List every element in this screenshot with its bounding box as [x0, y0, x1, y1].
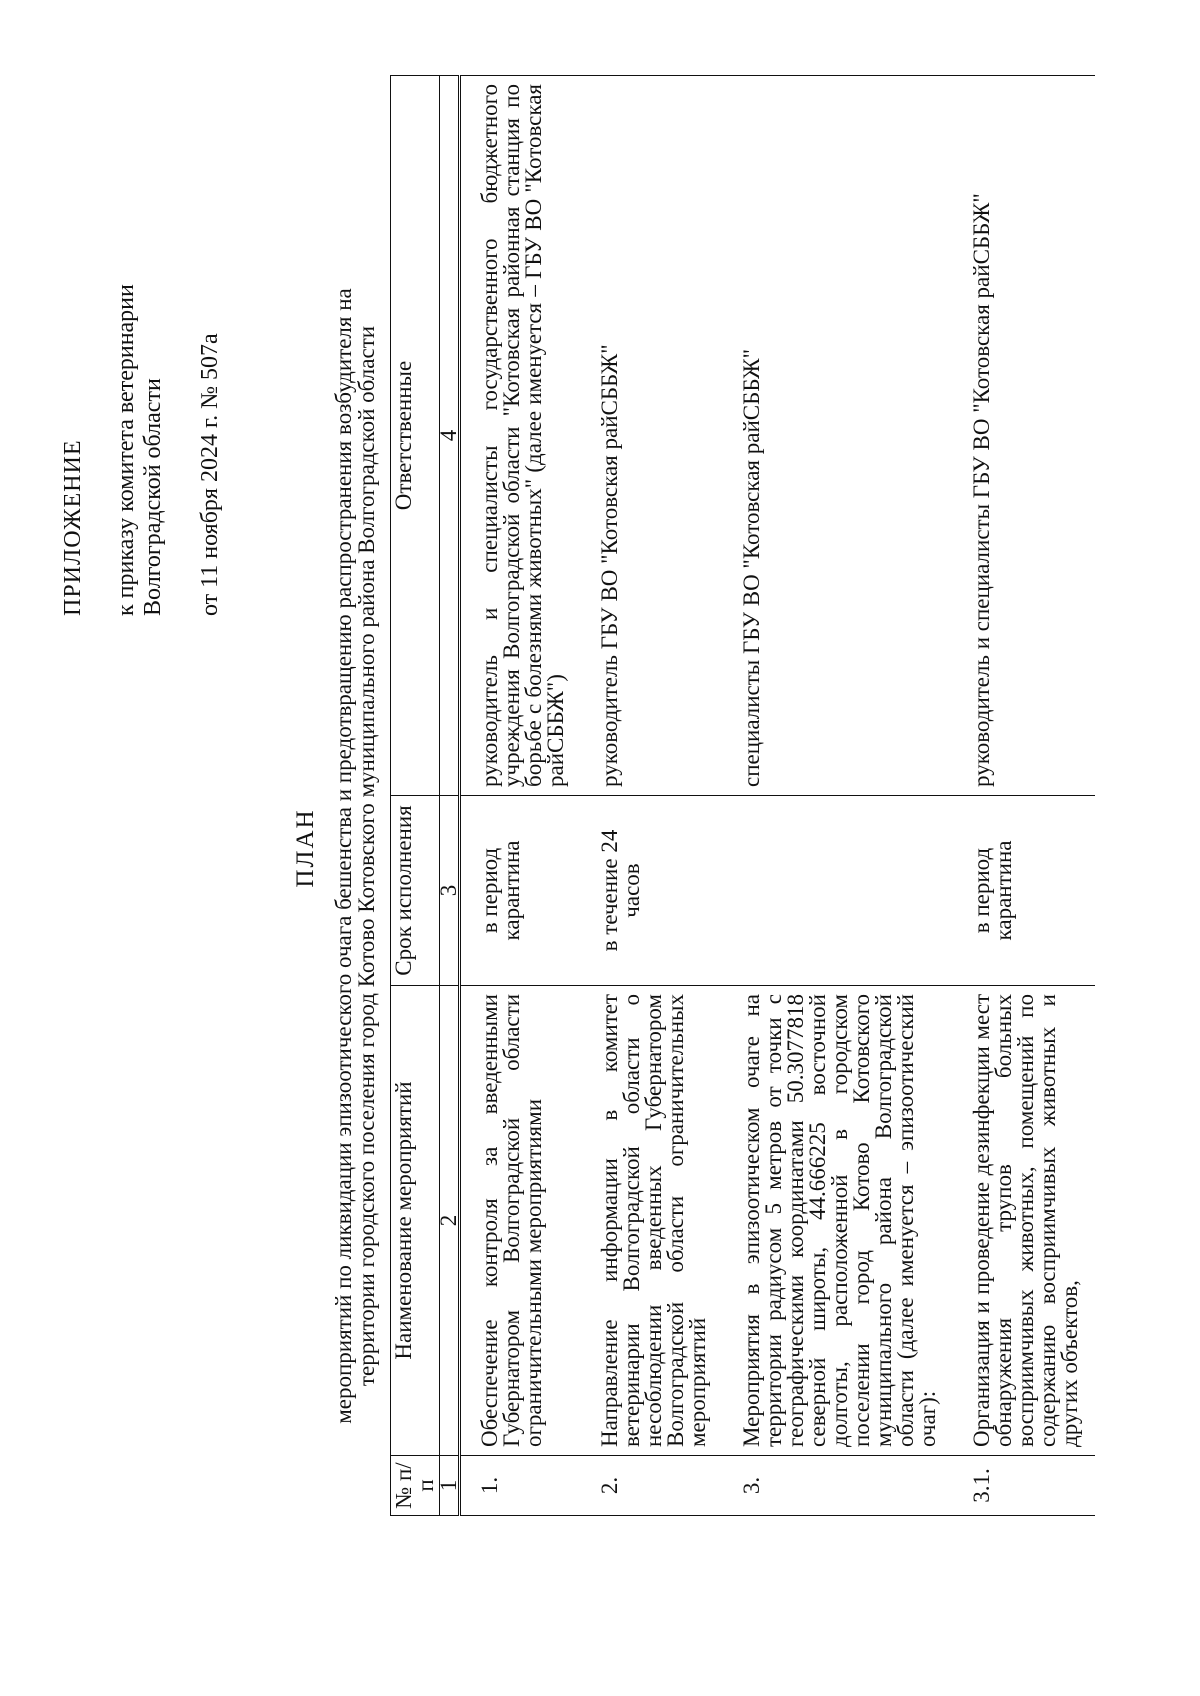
row-term: в период карантина	[953, 796, 1095, 986]
header-measures: Наименование мероприятий	[391, 986, 440, 1456]
plan-table	[390, 75, 1095, 1516]
table-row	[581, 76, 723, 1516]
row-responsible: руководитель и специалисты государственного бюджетного учреждения Волгоградской области "Котовская районная станция по борьбе с болезнями животных" (далее именуется – ГБУ ВО "Котовская райСББЖ")	[460, 76, 582, 796]
row-responsible: руководитель ГБУ ВО "Котовская райСББЖ"	[581, 76, 723, 796]
row-measure: Обеспечение контроля за введенными Губернатором Волгоградской области ограничительными мероприятиями	[460, 986, 582, 1456]
row-number: 1.	[460, 1456, 582, 1516]
row-responsible: специалисты ГБУ ВО "Котовская райСББЖ"	[723, 76, 953, 796]
plan-subtitle-line: мероприятий по ликвидации эпизоотического очага бешенства и предотвращению распространения возбудителя на	[331, 288, 356, 1424]
row-measure: Направление информации в комитет ветеринарии Волгоградской области о несоблюдении введенных Губернатором Волгоградской области ограничительных мероприятий	[581, 986, 723, 1456]
table-row	[460, 76, 582, 1516]
plan-title: ПЛАН	[292, 808, 319, 888]
row-measure: Организация и проведение дезинфекции мест обнаружения трупов больных восприимчивых животных, помещений по содержанию восприимчивых животных и других объектов,	[953, 986, 1095, 1456]
table-header-row	[391, 76, 440, 1516]
column-number: 2	[440, 986, 460, 1456]
plan-subtitle	[332, 156, 378, 1556]
appendix-line: к приказу комитета ветеринарии	[113, 284, 139, 616]
header-term: Срок исполнения	[391, 796, 440, 986]
column-number: 1	[440, 1456, 460, 1516]
table-row	[953, 76, 1095, 1516]
header-responsible: Ответственные	[391, 76, 440, 796]
row-responsible: руководитель и специалисты ГБУ ВО "Котовская райСББЖ"	[953, 76, 1095, 796]
table-column-numbers	[440, 76, 460, 1516]
table-row	[723, 76, 953, 1516]
appendix-line: Волгоградской области	[140, 378, 166, 616]
header-number: № п/п	[391, 1456, 440, 1516]
appendix-title: ПРИЛОЖЕНИЕ	[60, 439, 86, 616]
column-number: 3	[440, 796, 460, 986]
row-measure: Мероприятия в эпизоотическом очаге на территории радиусом 5 метров от точки с географическими координатами 50.3077818 северной широты, 44.666225 восточной долготы, расположенной в городском поселении город Котово Котовского муниципального района Волгоградской области (далее именуется – эпизоотический очаг):	[723, 986, 953, 1456]
plan-subtitle-line: территории городского поселения город Котово Котовского муниципального района Волгоградской области	[354, 325, 379, 1387]
appendix-date: от 11 ноября 2024 г. № 507а	[197, 333, 223, 616]
row-number: 3.1.	[953, 1456, 1095, 1516]
row-number: 3.	[723, 1456, 953, 1516]
row-term	[723, 796, 953, 986]
row-term: в течение 24 часов	[581, 796, 723, 986]
row-term: в период карантина	[460, 796, 582, 986]
row-number: 2.	[581, 1456, 723, 1516]
column-number: 4	[440, 76, 460, 796]
appendix-block	[60, 56, 224, 616]
